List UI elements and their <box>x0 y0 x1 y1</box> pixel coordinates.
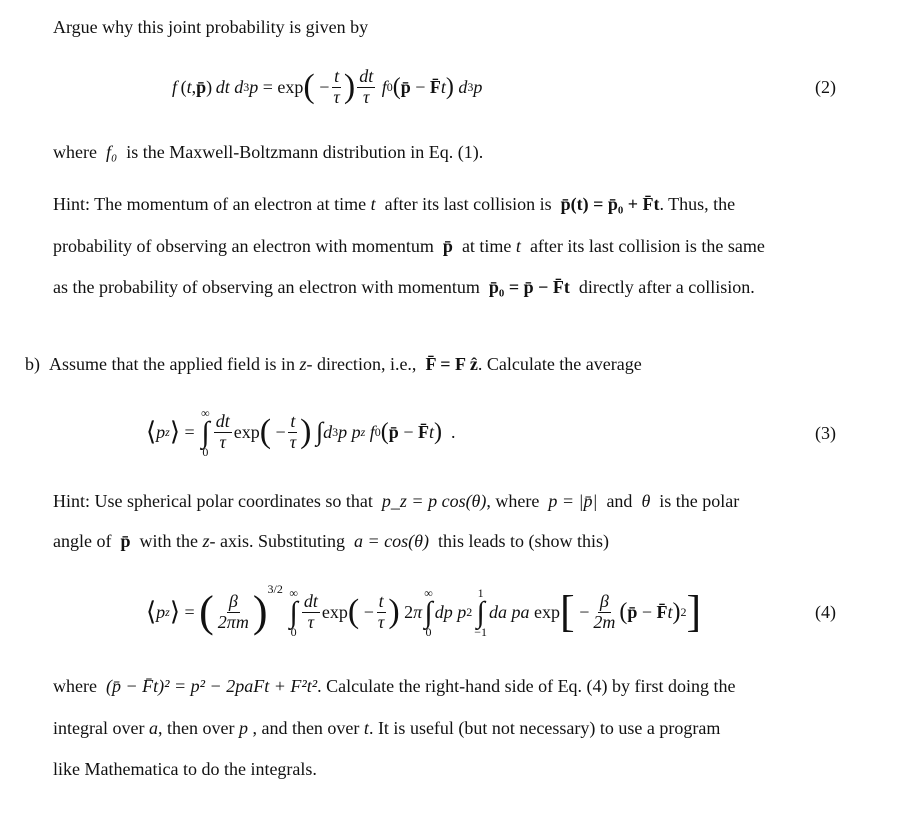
hint2-line1: Hint: Use spherical polar coordinates so that p_z = p cos(θ), where p = |p̄| and θ is the polar <box>53 491 740 511</box>
intro-text <box>53 18 368 36</box>
where2-line2: integral over a, then over p , and then over t. It is useful (but not necessary) to use a program <box>53 718 721 738</box>
intro-line: Argue why this joint probability is given by <box>53 17 369 37</box>
where-f0-line: where f₀ is the Maxwell-Boltzmann distribution in Eq. (1). <box>53 142 484 162</box>
hint1-line2: probability of observing an electron with momentum p̄ at time t after its last collision is the same <box>53 236 765 256</box>
hint1-line1: Hint: The momentum of an electron at time t after its last collision is p̄(t) = p̄₀ + F̄t. Thus, the <box>53 194 736 214</box>
part-b-line: b) Assume that the applied field is in z- direction, i.e., F̄ = F ẑ. Calculate the average <box>25 354 642 374</box>
equation-2-number: (2) <box>815 77 836 97</box>
hint2-line2: angle of p̄ with the z- axis. Substituting a = cos(θ) this leads to (show this) <box>53 531 610 551</box>
equation-4: ⟨ p z ⟩ = ( $\frac{\beta}{2\pi m}$ ) $^{3/2}$ ∞ ∫ 0 $\frac{dt}{\tau}$ exp ( − $\frac{t}{\tau}$ ) 2 π ∞ ∫ 0 dp p 2 1 ∫ −1 da pa exp [ − $\frac{\beta}{2m}$ ( p̄ − F̄ t ) 2 ] <box>146 582 702 639</box>
hint1-line3: as the probability of observing an electron with momentum p̄₀ = p̄ − F̄t directly after a collision. <box>53 277 755 297</box>
where2-line3: like Mathematica to do the integrals. <box>53 759 317 779</box>
equation-4-number: (4) <box>815 602 836 622</box>
equation-3-number: (3) <box>815 423 836 443</box>
equation-2: f ( t , p̄ ) dt d 3 p = exp ( − $\frac{t}{\tau}$ ) $\frac{dt}{\tau}$ f 0 ( p̄ − F̄ t ) d 3 p <box>172 65 483 107</box>
part-b-label: b) <box>25 354 40 374</box>
equation-3: ⟨ p z ⟩ = ∞ ∫ 0 $\frac{dt}{\tau}$ exp ( − $\frac{t}{\tau}$ ) ∫ d 3 p p z f 0 ( p̄ − F̄ t ) . <box>146 405 456 459</box>
where2-line1: where (p̄ − F̄t)² = p² − 2paFt + F²t². Calculate the right-hand side of Eq. (4) by first doing the <box>53 676 736 696</box>
